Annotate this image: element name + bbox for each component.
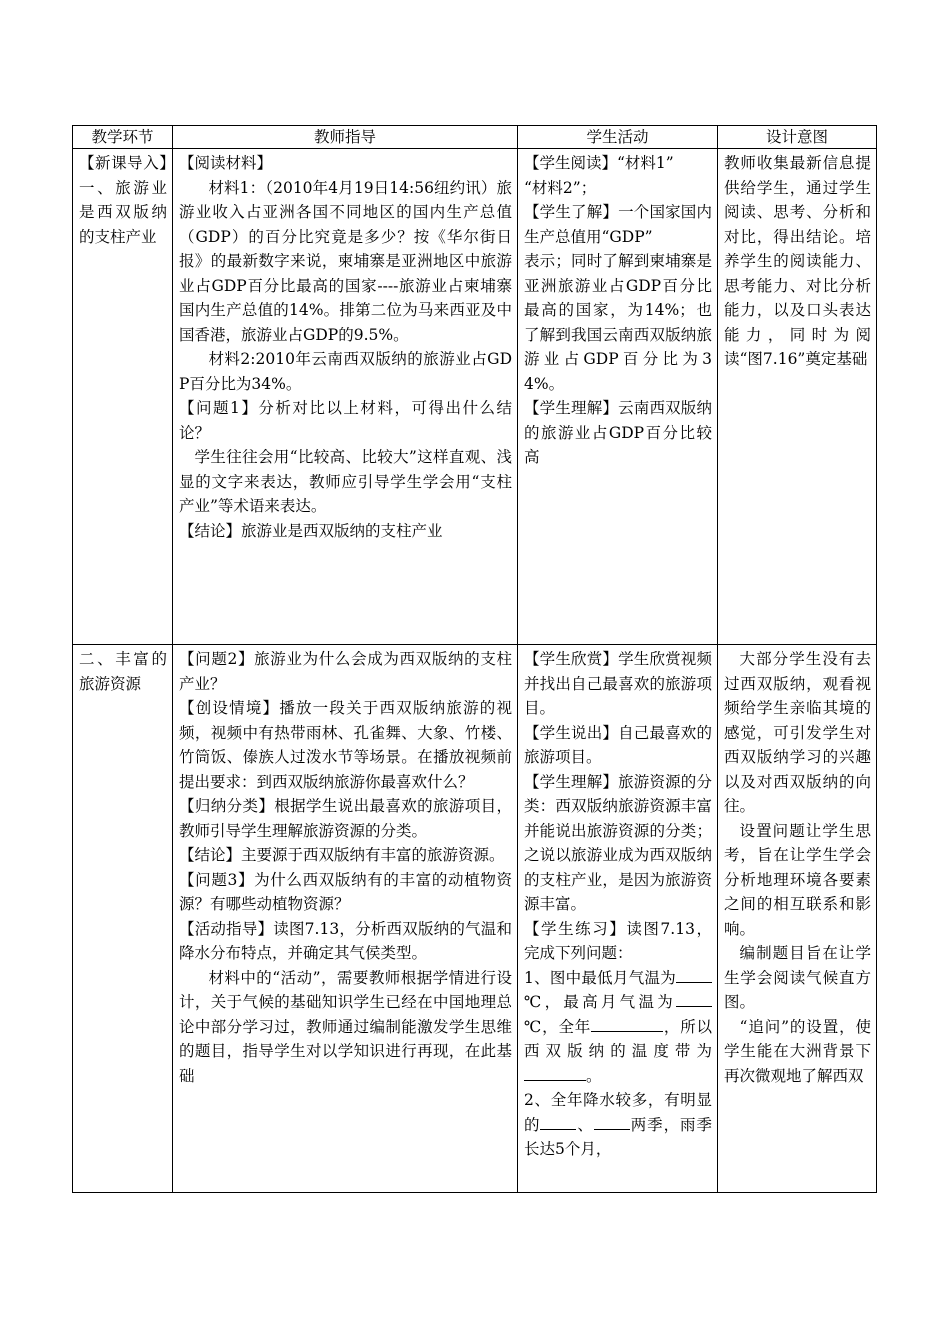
stage-cell (73, 645, 173, 1193)
stage-text: 【新课导入】一、旅游业是西双版纳的支柱产业 (79, 154, 167, 246)
intent-paragraph: 大部分学生没有去过西双版纳，观看视频给学生亲临其境的感觉，可引发学生对西双版纳学习的兴趣以及对西双版纳的向往。 (724, 650, 871, 815)
teacher-paragraph: 材料1：（2010年4月19日14:56纽约讯）旅游业收入占亚洲各国不同地区的国内生产总值（GDP）的百分比究竟是多少？按《华尔街日报》的最新数字来说，柬埔寨是亚洲地区中旅游业占GDP百分比最高的国家----旅游业占柬埔寨国内生产总值的14%。排第二位为马来西亚及中国香港，旅游业占GDP的9.5%。 (179, 178, 512, 344)
teacher-paragraph: 学生往往会用“比较高、比较大”这样直观、浅显的文字来表达，教师应引导学生学会用“支柱产业”等术语来表达。 (179, 448, 512, 515)
student-cell (518, 645, 718, 1193)
intent-cell (718, 645, 877, 1193)
student-paragraph: 【学生理解】云南西双版纳的旅游业占GDP百分比较高 (524, 399, 712, 466)
teacher-paragraph: 【结论】主要源于西双版纳有丰富的旅游资源。 (179, 846, 505, 864)
student-paragraph: 【学生理解】旅游资源的分类：西双版纳旅游资源丰富并能说出旅游资源的分类；之说以旅游业成为西双版纳的支柱产业，是因为旅游资源丰富。 (524, 772, 712, 913)
student-paragraph: 【学生了解】一个国家国内生产总值用“GDP” (524, 203, 712, 246)
exercise-question-2: 2、全年降水较多，有明显的 、 两季，雨季长达5个月， (524, 1091, 712, 1158)
stage-text: 二、丰富的旅游资源 (79, 650, 167, 693)
teacher-paragraph: 材料2:2010年云南西双版纳的旅游业占GDP百分比为34%。 (179, 350, 512, 393)
teacher-paragraph: 【问题1】分析对比以上材料，可得出什么结论？ (179, 399, 512, 442)
answer-blank[interactable] (676, 1005, 712, 1007)
teacher-paragraph: 【问题2】旅游业为什么会成为西双版纳的支柱产业？ (179, 650, 512, 693)
answer-blank[interactable] (594, 1128, 630, 1130)
intent-paragraph: 设置问题让学生思考，旨在让学生学会分析地理环境各要素之间的相互联系和影响。 (724, 821, 871, 938)
answer-blank[interactable] (676, 981, 712, 983)
student-paragraph: 【学生阅读】“材料1” (524, 154, 674, 172)
header-design-intent: 设计意图 (718, 126, 877, 149)
teacher-paragraph: 【创设情境】播放一段关于西双版纳旅游的视频，视频中有热带雨林、孔雀舞、大象、竹楼、竹筒饭、傣族人过泼水节等场景。在播放视频前提出要求：到西双版纳旅游你最喜欢什么？ (179, 699, 512, 791)
table-row (73, 149, 877, 645)
answer-blank[interactable] (540, 1128, 576, 1130)
lesson-plan-table (72, 125, 877, 1193)
teacher-cell (173, 149, 518, 645)
answer-blank[interactable] (591, 1030, 663, 1032)
student-paragraph: 【学生欣赏】学生欣赏视频并找出自己最喜欢的旅游项目。 (524, 650, 712, 717)
teacher-paragraph: 【问题3】为什么西双版纳有的丰富的动植物资源？有哪些动植物资源？ (179, 870, 512, 913)
student-paragraph: 【学生练习】读图7.13，完成下列问题： (524, 919, 712, 962)
answer-blank[interactable] (524, 1079, 586, 1081)
intent-text: 教师收集最新信息提供给学生，通过学生阅读、思考、分析和对比，得出结论。培养学生的阅读能力、思考能力、对比分析能力，以及口头表达能力，同时为阅读“图7.16”奠定基础 (724, 154, 871, 368)
teacher-paragraph: 材料中的“活动”，需要教师根据学情进行设计，关于气候的基础知识学生已经在中国地理总论中部分学习过，教师通过编制能激发学生思维的题目，指导学生对以学知识进行再现，在此基础 (179, 968, 512, 1085)
intent-paragraph: “追问”的设置，使学生能在大洲背景下再次微观地了解西双 (724, 1017, 871, 1085)
student-paragraph: 【学生说出】自己最喜欢的旅游项目。 (524, 723, 712, 766)
student-paragraph: “材料2”； (524, 178, 597, 197)
header-teacher-guidance: 教师指导 (173, 126, 518, 149)
table-row (73, 645, 877, 1193)
intent-paragraph: 编制题目旨在让学生学会阅读气候直方图。 (724, 944, 871, 1011)
header-student-activity: 学生活动 (518, 126, 718, 149)
teacher-paragraph: 【归纳分类】根据学生说出最喜欢的旅游项目，教师引导学生理解旅游资源的分类。 (179, 797, 512, 840)
stage-cell (73, 149, 173, 645)
teacher-paragraph: 【阅读材料】 (179, 154, 273, 172)
intent-cell (718, 149, 877, 645)
student-paragraph: 表示；同时了解到柬埔寨是亚洲旅游业占GDP百分比最高的国家，为14%；也了解到我国云南西双版纳旅游业占GDP百分比为34%。 (524, 252, 712, 393)
header-stage: 教学环节 (73, 126, 173, 149)
teacher-cell (173, 645, 518, 1193)
teacher-paragraph: 【活动指导】读图7.13，分析西双版纳的气温和降水分布特点，并确定其气侯类型。 (179, 919, 512, 962)
table-header-row (73, 126, 877, 149)
exercise-question-1: 1、图中最低月气温为℃，最高月气温为℃，全年 ，所以西双版纳的温度带为。 (524, 968, 712, 1085)
teacher-paragraph: 【结论】旅游业是西双版纳的支柱产业 (179, 521, 443, 540)
student-cell (518, 149, 718, 645)
